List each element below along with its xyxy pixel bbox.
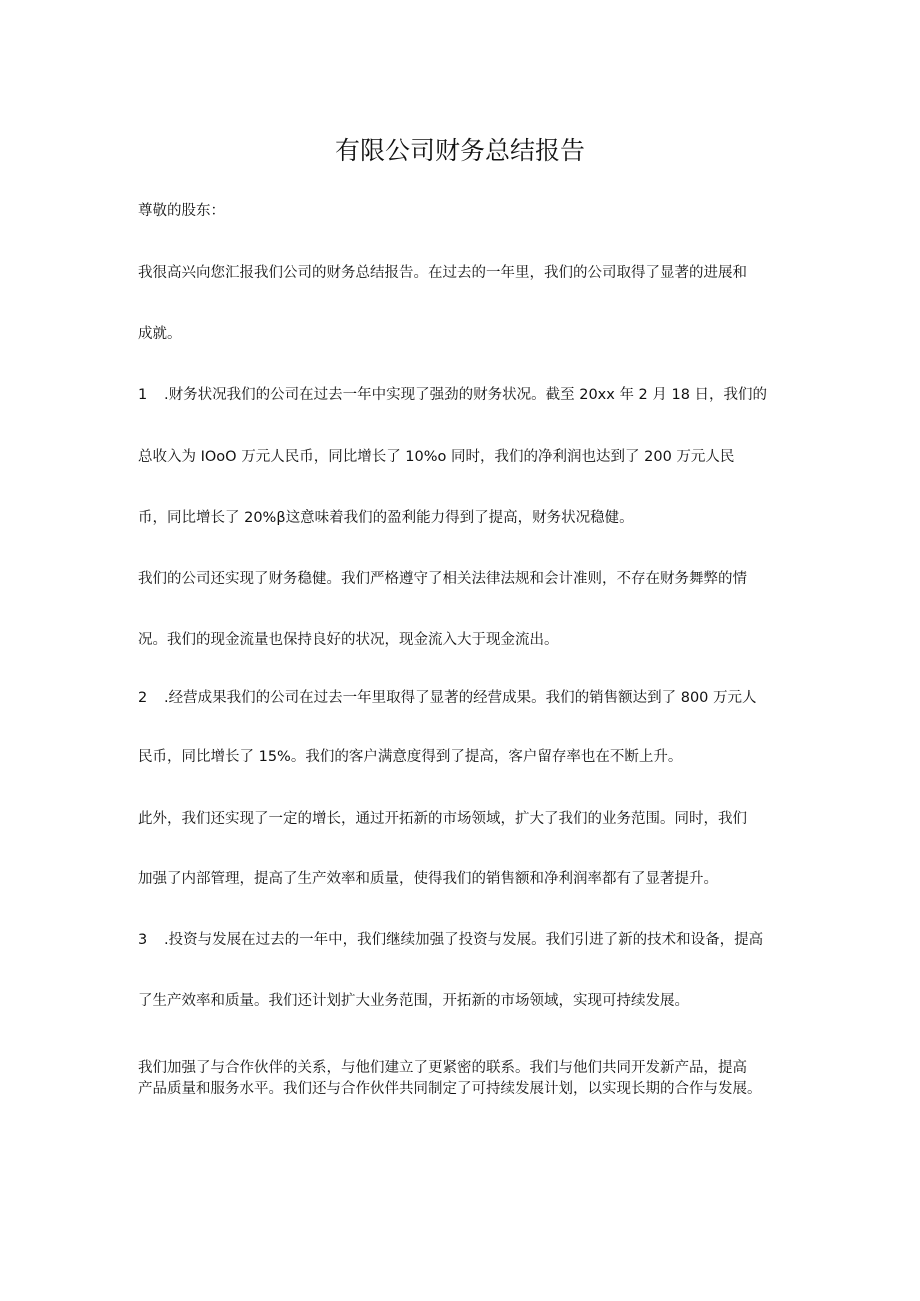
section-1-number: 1 bbox=[138, 387, 148, 403]
document-title: 有限公司财务总结报告 bbox=[334, 136, 585, 165]
section-1-line-3: 币，同比增长了 20%β这意味着我们的盈利能力得到了提高，财务状况稳健。 bbox=[138, 510, 634, 526]
section-1-heading-text: .财务状况我们的公司在过去一年中实现了强劲的财务状况。截至 20xx 年 2 月 18 日，我们的 bbox=[164, 387, 768, 403]
section-3-para2-line-1: 我们加强了与合作伙伴的关系，与他们建立了更紧密的联系。我们与他们共同开发新产品，提高 bbox=[138, 1060, 747, 1076]
section-2-line-1 bbox=[138, 688, 757, 708]
greeting: 尊敬的股东： bbox=[138, 203, 225, 219]
section-3-heading-text: .投资与发展在过去的一年中，我们继续加强了投资与发展。我们引进了新的技术和设备，提高 bbox=[164, 932, 764, 948]
section-2-para2-line-1: 此外，我们还实现了一定的增长，通过开拓新的市场领域，扩大了我们的业务范围。同时，我们 bbox=[138, 811, 747, 827]
section-2-line-2: 民币，同比增长了 15%。我们的客户满意度得到了提高，客户留存率也在不断上升。 bbox=[138, 749, 683, 765]
section-2-number: 2 bbox=[138, 690, 148, 706]
intro-line-2: 成就。 bbox=[138, 326, 182, 342]
section-3-line-2: 了生产效率和质量。我们还计划扩大业务范围，开拓新的市场领域，实现可持续发展。 bbox=[138, 993, 689, 1009]
section-2-heading-text: .经营成果我们的公司在过去一年里取得了显著的经营成果。我们的销售额达到了 800 万元人 bbox=[164, 690, 757, 706]
intro-line-1: 我很高兴向您汇报我们公司的财务总结报告。在过去的一年里，我们的公司取得了显著的进展和 bbox=[138, 265, 747, 281]
section-3-line-1 bbox=[138, 930, 763, 950]
section-3-number: 3 bbox=[138, 932, 148, 948]
section-3-para2-line-2: 产品质量和服务水平。我们还与合作伙伴共同制定了可持续发展计划，以实现长期的合作与发展。 bbox=[138, 1081, 762, 1097]
section-1-para2-line-2: 况。我们的现金流量也保持良好的状况，现金流入大于现金流出。 bbox=[138, 632, 559, 648]
section-2-para2-line-2: 加强了内部管理，提高了生产效率和质量，使得我们的销售额和净利润率都有了显著提升。 bbox=[138, 871, 718, 887]
section-1-para2-line-1: 我们的公司还实现了财务稳健。我们严格遵守了相关法律法规和会计准则，不存在财务舞弊的情 bbox=[138, 571, 747, 587]
section-1-line-1 bbox=[138, 385, 767, 405]
section-1-line-2: 总收入为 IOoO 万元人民币，同比增长了 10%o 同时，我们的净利润也达到了 200 万元人民 bbox=[138, 449, 735, 465]
